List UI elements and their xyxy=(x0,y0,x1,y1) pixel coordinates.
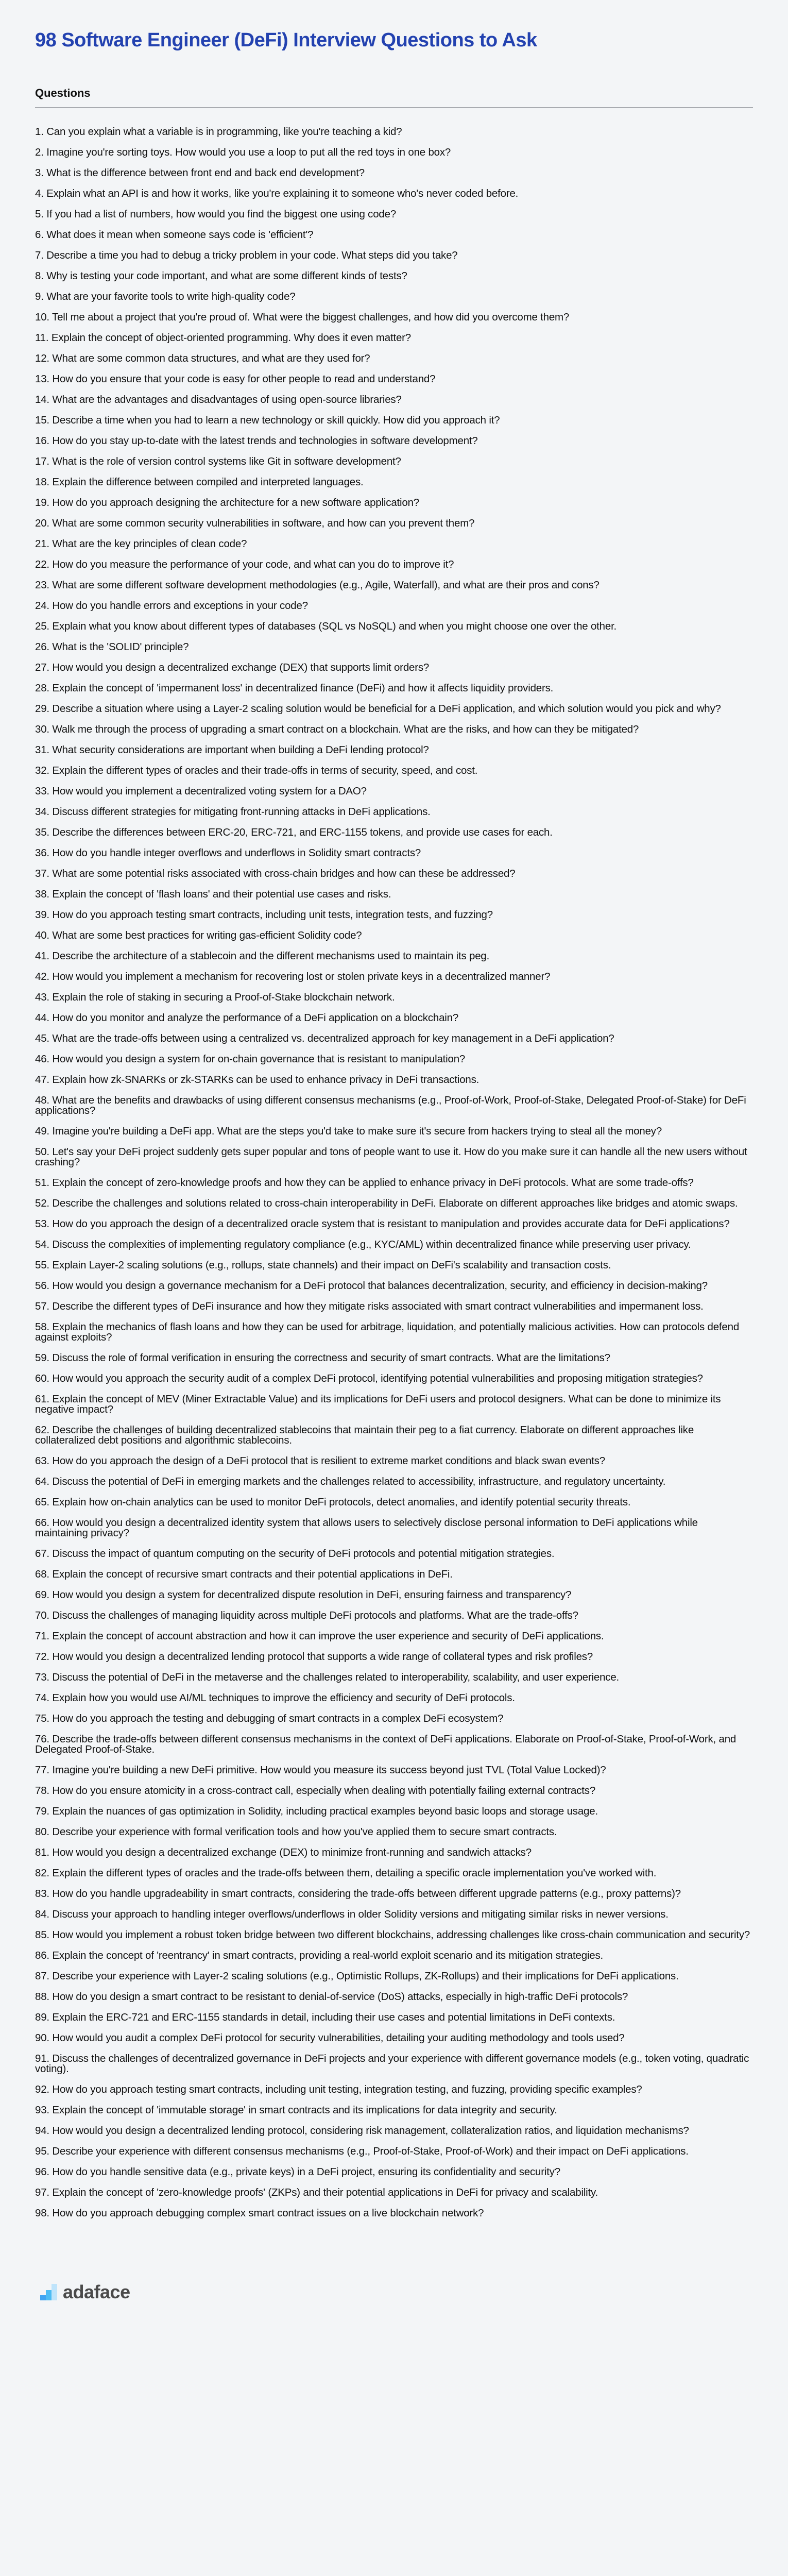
question-text: 20. What are some common security vulnerabilities in software, and how can you prevent them? xyxy=(35,517,475,529)
question-text: 79. Explain the nuances of gas optimization in Solidity, including practical examples beyond basic loops and storage usage. xyxy=(35,1805,598,1817)
question-text: 2. Imagine you're sorting toys. How would you use a loop to put all the red toys in one box? xyxy=(35,146,451,158)
question-text: 98. How do you approach debugging complex smart contract issues on a live blockchain network? xyxy=(35,2207,484,2219)
question-text: 84. Discuss your approach to handling integer overflows/underflows in older Solidity versions and mitigating similar risks in newer versions. xyxy=(35,1908,669,1920)
question-text: 91. Discuss the challenges of decentralized governance in DeFi projects and your experience with different governance models (e.g., token voting, quadratic voting). xyxy=(35,2053,749,2075)
question-item xyxy=(35,972,753,982)
question-item xyxy=(35,1827,753,1837)
question-text: 19. How do you approach designing the architecture for a new software application? xyxy=(35,497,419,509)
question-item xyxy=(35,683,753,693)
question-item xyxy=(35,436,753,446)
question-item xyxy=(35,2033,753,2043)
question-item xyxy=(35,1219,753,1229)
question-item xyxy=(35,869,753,879)
question-item xyxy=(35,786,753,796)
question-item xyxy=(35,1549,753,1559)
question-item xyxy=(35,1054,753,1064)
question-item xyxy=(35,580,753,590)
question-item xyxy=(35,1425,753,1446)
question-item xyxy=(35,1477,753,1487)
question-text: 68. Explain the concept of recursive smart contracts and their potential applications in DeFi. xyxy=(35,1568,453,1580)
question-text: 27. How would you design a decentralized exchange (DEX) that supports limit orders? xyxy=(35,662,430,673)
question-item xyxy=(35,189,753,199)
question-item xyxy=(35,1786,753,1796)
question-text: 10. Tell me about a project that you're proud of. What were the biggest challenges, and how did you overcome them? xyxy=(35,311,570,323)
question-item xyxy=(35,168,753,178)
question-item xyxy=(35,1126,753,1137)
question-item xyxy=(35,1693,753,1703)
question-item xyxy=(35,1394,753,1415)
question-item xyxy=(35,1260,753,1270)
question-item xyxy=(35,1672,753,1683)
question-item xyxy=(35,1497,753,1507)
question-text: 60. How would you approach the security audit of a complex DeFi protocol, identifying potential vulnerabilities and proposing mitigation strategies? xyxy=(35,1372,703,1384)
question-text: 83. How do you handle upgradeability in smart contracts, considering the trade-offs between different upgrade patterns (e.g., proxy patterns)? xyxy=(35,1888,681,1900)
question-item xyxy=(35,2208,753,2218)
question-text: 62. Describe the challenges of building decentralized stablecoins that maintain their peg to a fiat currency. Elaborate on different approaches like collateralized debt positions and algorithmic stablecoins. xyxy=(35,1424,694,1446)
question-text: 15. Describe a time when you had to learn a new technology or skill quickly. How did you approach it? xyxy=(35,414,500,426)
question-text: 55. Explain Layer-2 scaling solutions (e.g., rollups, state channels) and their impact on DeFi's scalability and transaction costs. xyxy=(35,1259,611,1271)
question-text: 89. Explain the ERC-721 and ERC-1155 standards in detail, including their use cases and potential limitations in DeFi contexts. xyxy=(35,2011,615,2023)
question-text: 46. How would you design a system for on-chain governance that is resistant to manipulation? xyxy=(35,1053,466,1065)
question-text: 61. Explain the concept of MEV (Miner Extractable Value) and its implications for DeFi users and protocol designers. What can be done to minimize its negative impact? xyxy=(35,1393,721,1415)
question-text: 69. How would you design a system for decentralized dispute resolution in DeFi, ensuring fairness and transparency? xyxy=(35,1589,572,1601)
question-text: 43. Explain the role of staking in securing a Proof-of-Stake blockchain network. xyxy=(35,991,395,1003)
question-text: 78. How do you ensure atomicity in a cross-contract call, especially when dealing with potentially failing external contracts? xyxy=(35,1785,596,1797)
question-text: 97. Explain the concept of 'zero-knowledge proofs' (ZKPs) and their potential applications in DeFi for privacy and scalability. xyxy=(35,2187,598,2198)
question-item xyxy=(35,1652,753,1662)
question-item xyxy=(35,1848,753,1858)
question-text: 75. How do you approach the testing and debugging of smart contracts in a complex DeFi ecosystem? xyxy=(35,1713,504,1724)
question-item xyxy=(35,250,753,261)
question-text: 53. How do you approach the design of a decentralized oracle system that is resistant to manipulation and provides accurate data for DeFi applications? xyxy=(35,1218,730,1230)
question-item xyxy=(35,353,753,364)
question-item xyxy=(35,1322,753,1343)
question-text: 12. What are some common data structures, and what are they used for? xyxy=(35,352,370,364)
question-item xyxy=(35,1033,753,1044)
question-item xyxy=(35,1353,753,1363)
question-text: 63. How do you approach the design of a DeFi protocol that is resilient to extreme market conditions and black swan events? xyxy=(35,1455,605,1467)
question-item xyxy=(35,1971,753,1981)
section-heading-questions: Questions xyxy=(35,87,91,99)
page-title: 98 Software Engineer (DeFi) Interview Questions to Ask xyxy=(35,29,537,51)
question-text: 47. Explain how zk-SNARKs or zk-STARKs can be used to enhance privacy in DeFi transactions. xyxy=(35,1074,479,1086)
question-item xyxy=(35,766,753,776)
question-item xyxy=(35,724,753,735)
question-text: 37. What are some potential risks associated with cross-chain bridges and how can these be addressed? xyxy=(35,868,516,879)
question-text: 32. Explain the different types of oracles and their trade-offs in terms of security, speed, and cost. xyxy=(35,765,478,776)
bar-chart-logo-icon xyxy=(40,2284,58,2300)
question-text: 38. Explain the concept of 'flash loans' and their potential use cases and risks. xyxy=(35,888,391,900)
question-text: 87. Describe your experience with Layer-2 scaling solutions (e.g., Optimistic Rollups, ZK-Rollups) and their implications for DeFi applications. xyxy=(35,1970,679,1982)
questions-list xyxy=(35,127,753,2218)
question-item xyxy=(35,1198,753,1209)
question-item xyxy=(35,2126,753,2136)
question-text: 88. How do you design a smart contract to be resistant to denial-of-service (DoS) attacks, especially in high-traffic DeFi protocols? xyxy=(35,1991,628,2003)
question-item xyxy=(35,477,753,487)
question-item xyxy=(35,930,753,941)
question-text: 7. Describe a time you had to debug a tricky problem in your code. What steps did you take? xyxy=(35,249,458,261)
question-text: 28. Explain the concept of 'impermanent loss' in decentralized finance (DeFi) and how it affects liquidity providers. xyxy=(35,682,554,694)
question-text: 14. What are the advantages and disadvantages of using open-source libraries? xyxy=(35,394,402,405)
question-text: 94. How would you design a decentralized lending protocol, considering risk management, collateralization ratios, and liquidation mechanisms? xyxy=(35,2125,689,2137)
question-item xyxy=(35,1909,753,1920)
question-item xyxy=(35,1806,753,1817)
question-text: 81. How would you design a decentralized exchange (DEX) to minimize front-running and sandwich attacks? xyxy=(35,1846,532,1858)
question-item xyxy=(35,704,753,714)
question-item xyxy=(35,127,753,137)
question-text: 34. Discuss different strategies for mitigating front-running attacks in DeFi applications. xyxy=(35,806,431,818)
section-divider xyxy=(35,107,753,108)
question-item xyxy=(35,992,753,1003)
question-text: 66. How would you design a decentralized identity system that allows users to selectively disclose personal information to DeFi applications while maintaining privacy? xyxy=(35,1517,698,1539)
question-item xyxy=(35,621,753,632)
brand-logo-text[interactable]: adaface xyxy=(63,2281,130,2302)
question-item xyxy=(35,1734,753,1755)
question-item xyxy=(35,889,753,900)
question-item xyxy=(35,333,753,343)
question-item xyxy=(35,1281,753,1291)
question-item xyxy=(35,2167,753,2177)
question-item xyxy=(35,312,753,323)
question-item xyxy=(35,147,753,158)
question-text: 16. How do you stay up-to-date with the latest trends and technologies in software development? xyxy=(35,435,478,447)
question-item xyxy=(35,2188,753,2198)
question-text: 26. What is the 'SOLID' principle? xyxy=(35,641,189,653)
question-item xyxy=(35,2084,753,2095)
question-text: 93. Explain the concept of 'immutable storage' in smart contracts and its implications for data integrity and security. xyxy=(35,2104,557,2116)
question-text: 9. What are your favorite tools to write high-quality code? xyxy=(35,291,296,302)
question-item xyxy=(35,1178,753,1188)
question-item xyxy=(35,1590,753,1600)
question-text: 31. What security considerations are important when building a DeFi lending protocol? xyxy=(35,744,429,756)
logo-bar-tall xyxy=(52,2284,57,2300)
question-item xyxy=(35,1374,753,1384)
question-text: 49. Imagine you're building a DeFi app. What are the steps you'd take to make sure it's secure from hackers trying to steal all the money? xyxy=(35,1125,662,1137)
question-text: 71. Explain the concept of account abstraction and how it can improve the user experience and security of DeFi applications. xyxy=(35,1630,604,1642)
question-text: 1. Can you explain what a variable is in programming, like you're teaching a kid? xyxy=(35,126,402,138)
question-text: 41. Describe the architecture of a stablecoin and the different mechanisms used to maintain its peg. xyxy=(35,950,490,962)
question-item xyxy=(35,827,753,838)
question-item xyxy=(35,209,753,219)
question-text: 21. What are the key principles of clean code? xyxy=(35,538,247,550)
question-text: 90. How would you audit a complex DeFi protocol for security vulnerabilities, detailing your auditing methodology and tools used? xyxy=(35,2032,625,2044)
question-text: 45. What are the trade-offs between using a centralized vs. decentralized approach for key management in a DeFi application? xyxy=(35,1032,614,1044)
logo-bar-short xyxy=(40,2295,46,2300)
question-item xyxy=(35,1569,753,1580)
question-text: 40. What are some best practices for writing gas-efficient Solidity code? xyxy=(35,929,362,941)
question-text: 64. Discuss the potential of DeFi in emerging markets and the challenges related to accessibility, infrastructure, and regulatory uncertainty. xyxy=(35,1476,666,1487)
question-item xyxy=(35,1240,753,1250)
question-item xyxy=(35,2105,753,2115)
question-item xyxy=(35,1013,753,1023)
question-text: 13. How do you ensure that your code is easy for other people to read and understand? xyxy=(35,373,436,385)
question-text: 48. What are the benefits and drawbacks of using different consensus mechanisms (e.g., Proof-of-Work, Proof-of-Stake, Delegated Proof-of-Stake) for DeFi applications? xyxy=(35,1094,746,1116)
question-text: 17. What is the role of version control systems like Git in software development? xyxy=(35,455,401,467)
question-item xyxy=(35,1714,753,1724)
question-text: 42. How would you implement a mechanism for recovering lost or stolen private keys in a decentralized manner? xyxy=(35,971,551,982)
question-text: 22. How do you measure the performance of your code, and what can you do to improve it? xyxy=(35,558,454,570)
question-text: 29. Describe a situation where using a Layer-2 scaling solution would be beneficial for a DeFi application, and which solution would you pick and why? xyxy=(35,703,721,715)
question-item xyxy=(35,807,753,817)
question-text: 8. Why is testing your code important, and what are some different kinds of tests? xyxy=(35,270,407,282)
question-item xyxy=(35,1075,753,1085)
question-item xyxy=(35,642,753,652)
question-item xyxy=(35,1951,753,1961)
question-text: 56. How would you design a governance mechanism for a DeFi protocol that balances decentralization, security, and efficiency in decision-making? xyxy=(35,1280,708,1292)
question-text: 5. If you had a list of numbers, how would you find the biggest one using code? xyxy=(35,208,397,220)
question-text: 51. Explain the concept of zero-knowledge proofs and how they can be applied to enhance privacy in DeFi protocols. What are some trade-offs? xyxy=(35,1177,694,1189)
question-text: 30. Walk me through the process of upgrading a smart contract on a blockchain. What are the risks, and how can they be mitigated? xyxy=(35,723,639,735)
question-item xyxy=(35,2054,753,2074)
question-text: 11. Explain the concept of object-oriented programming. Why does it even matter? xyxy=(35,332,411,344)
footer xyxy=(35,2281,753,2303)
question-item xyxy=(35,539,753,549)
question-item xyxy=(35,1930,753,1940)
question-text: 24. How do you handle errors and exceptions in your code? xyxy=(35,600,308,612)
question-item xyxy=(35,374,753,384)
question-text: 70. Discuss the challenges of managing liquidity across multiple DeFi protocols and platforms. What are the trade-offs? xyxy=(35,1609,578,1621)
question-item xyxy=(35,2146,753,2157)
question-text: 65. Explain how on-chain analytics can be used to monitor DeFi protocols, detect anomalies, and identify potential security threats. xyxy=(35,1496,631,1508)
question-text: 77. Imagine you're building a new DeFi primitive. How would you measure its success beyond just TVL (Total Value Locked)? xyxy=(35,1764,606,1776)
question-text: 74. Explain how you would use AI/ML techniques to improve the efficiency and security of DeFi protocols. xyxy=(35,1692,515,1704)
question-text: 72. How would you design a decentralized lending protocol that supports a wide range of collateral types and risk profiles? xyxy=(35,1651,593,1663)
question-item xyxy=(35,1889,753,1899)
question-text: 4. Explain what an API is and how it works, like you're explaining it to someone who's never coded before. xyxy=(35,188,519,199)
question-text: 95. Describe your experience with different consensus mechanisms (e.g., Proof-of-Stake, Proof-of-Work) and their impact on DeFi applications. xyxy=(35,2145,689,2157)
question-text: 54. Discuss the complexities of implementing regulatory compliance (e.g., KYC/AML) within decentralized finance while preserving user privacy. xyxy=(35,1239,691,1250)
question-item xyxy=(35,745,753,755)
question-item xyxy=(35,951,753,961)
question-text: 44. How do you monitor and analyze the performance of a DeFi application on a blockchain? xyxy=(35,1012,459,1024)
question-item xyxy=(35,1765,753,1775)
question-text: 80. Describe your experience with formal verification tools and how you've applied them to secure smart contracts. xyxy=(35,1826,557,1838)
question-text: 96. How do you handle sensitive data (e.g., private keys) in a DeFi project, ensuring its confidentiality and security? xyxy=(35,2166,560,2178)
question-text: 59. Discuss the role of formal verification in ensuring the correctness and security of smart contracts. What are the limitations? xyxy=(35,1352,610,1364)
question-text: 82. Explain the different types of oracles and the trade-offs between them, detailing a specific oracle implementation you've worked with. xyxy=(35,1867,657,1879)
question-item xyxy=(35,518,753,529)
question-text: 18. Explain the difference between compiled and interpreted languages. xyxy=(35,476,364,488)
question-text: 73. Discuss the potential of DeFi in the metaverse and the challenges related to interoperability, scalability, and user experience. xyxy=(35,1671,620,1683)
question-item xyxy=(35,415,753,426)
question-text: 3. What is the difference between front end and back end development? xyxy=(35,167,365,179)
question-text: 76. Describe the trade-offs between different consensus mechanisms in the context of DeFi applications. Elaborate on Proof-of-Stake, Proof-of-Work, and Delegated Proof-of-Stake. xyxy=(35,1733,736,1755)
question-text: 67. Discuss the impact of quantum computing on the security of DeFi protocols and potential mitigation strategies. xyxy=(35,1548,555,1560)
question-text: 57. Describe the different types of DeFi insurance and how they mitigate risks associated with smart contract vulnerabilities and impermanent loss. xyxy=(35,1300,704,1312)
question-item xyxy=(35,292,753,302)
question-item xyxy=(35,663,753,673)
question-item xyxy=(35,2012,753,2023)
question-text: 58. Explain the mechanics of flash loans and how they can be used for arbitrage, liquidation, and potentially malicious activities. How can protocols defend against exploits? xyxy=(35,1321,740,1343)
question-item xyxy=(35,601,753,611)
question-text: 52. Describe the challenges and solutions related to cross-chain interoperability in DeFi. Elaborate on different approaches like bridges and atomic swaps. xyxy=(35,1197,738,1209)
question-item xyxy=(35,1868,753,1878)
question-text: 33. How would you implement a decentralized voting system for a DAO? xyxy=(35,785,367,797)
question-item xyxy=(35,1301,753,1312)
question-item xyxy=(35,271,753,281)
question-item xyxy=(35,456,753,467)
question-item xyxy=(35,1611,753,1621)
question-text: 35. Describe the differences between ERC-20, ERC-721, and ERC-1155 tokens, and provide use cases for each. xyxy=(35,826,553,838)
question-item xyxy=(35,395,753,405)
question-item xyxy=(35,910,753,920)
question-text: 36. How do you handle integer overflows and underflows in Solidity smart contracts? xyxy=(35,847,421,859)
logo-bar-medium xyxy=(46,2290,52,2300)
question-text: 86. Explain the concept of 'reentrancy' in smart contracts, providing a real-world exploit scenario and its mitigation strategies. xyxy=(35,1950,604,1961)
question-item xyxy=(35,560,753,570)
question-item xyxy=(35,1992,753,2002)
question-item xyxy=(35,1147,753,1167)
question-item xyxy=(35,848,753,858)
question-item xyxy=(35,498,753,508)
question-item xyxy=(35,1456,753,1466)
question-text: 6. What does it mean when someone says code is 'efficient'? xyxy=(35,229,314,241)
question-item xyxy=(35,230,753,240)
question-item xyxy=(35,1095,753,1116)
question-item xyxy=(35,1631,753,1641)
question-item xyxy=(35,1518,753,1538)
question-text: 25. Explain what you know about different types of databases (SQL vs NoSQL) and when you might choose one over the other. xyxy=(35,620,617,632)
question-text: 92. How do you approach testing smart contracts, including unit testing, integration testing, and fuzzing, providing specific examples? xyxy=(35,2083,642,2095)
question-text: 50. Let's say your DeFi project suddenly gets super popular and tons of people want to use it. How do you make sure it can handle all the new users without crashing? xyxy=(35,1146,747,1168)
question-text: 85. How would you implement a robust token bridge between two different blockchains, addressing challenges like cross-chain communication and security? xyxy=(35,1929,750,1941)
question-text: 23. What are some different software development methodologies (e.g., Agile, Waterfall), and what are their pros and cons? xyxy=(35,579,599,591)
question-text: 39. How do you approach testing smart contracts, including unit tests, integration tests, and fuzzing? xyxy=(35,909,493,921)
